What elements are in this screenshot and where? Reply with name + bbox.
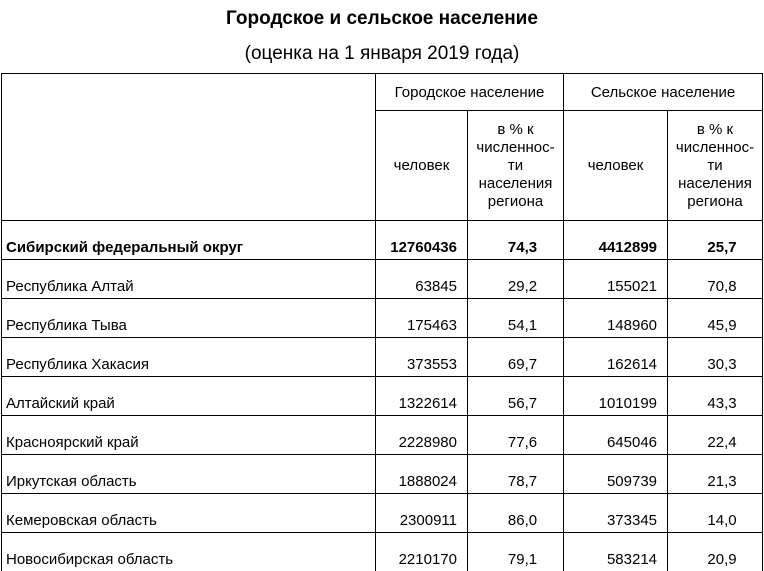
table-row <box>2 494 763 533</box>
rural-percent-cell: 22,4 <box>668 416 763 455</box>
urban-percent-cell: 56,7 <box>468 377 564 416</box>
table-row <box>2 533 763 571</box>
rural-percent-cell: 30,3 <box>668 338 763 377</box>
region-name-cell: Республика Алтай <box>2 260 376 299</box>
header-rural-group: Сельское население <box>564 74 763 111</box>
table-row <box>2 338 763 377</box>
table-row <box>2 416 763 455</box>
urban-percent-cell: 79,1 <box>468 533 564 571</box>
urban-people-cell: 373553 <box>376 338 468 377</box>
region-name-cell: Новосибирская область <box>2 533 376 571</box>
rural-people-cell: 1010199 <box>564 377 668 416</box>
urban-people-cell: 12760436 <box>376 221 468 260</box>
table-row-total <box>2 221 763 260</box>
urban-people-cell: 1322614 <box>376 377 468 416</box>
header-rural-percent: в % к численнос- ти населения региона <box>668 111 763 221</box>
urban-percent-cell: 74,3 <box>468 221 564 260</box>
rural-percent-cell: 45,9 <box>668 299 763 338</box>
table-row <box>2 260 763 299</box>
rural-people-cell: 162614 <box>564 338 668 377</box>
rural-percent-cell: 14,0 <box>668 494 763 533</box>
urban-percent-cell: 69,7 <box>468 338 564 377</box>
rural-people-cell: 373345 <box>564 494 668 533</box>
rural-people-cell: 583214 <box>564 533 668 571</box>
urban-people-cell: 175463 <box>376 299 468 338</box>
urban-percent-cell: 77,6 <box>468 416 564 455</box>
rural-percent-cell: 20,9 <box>668 533 763 571</box>
rural-people-cell: 148960 <box>564 299 668 338</box>
region-name-cell: Иркутская область <box>2 455 376 494</box>
urban-percent-cell: 86,0 <box>468 494 564 533</box>
table-row <box>2 299 763 338</box>
page-subtitle: (оценка на 1 января 2019 года) <box>0 43 764 65</box>
rural-people-cell: 509739 <box>564 455 668 494</box>
urban-percent-cell: 54,1 <box>468 299 564 338</box>
urban-people-cell: 2228980 <box>376 416 468 455</box>
region-name-cell: Алтайский край <box>2 377 376 416</box>
table-body <box>2 221 763 571</box>
urban-percent-cell: 29,2 <box>468 260 564 299</box>
table-header-group-row <box>2 74 763 111</box>
region-name-cell: Республика Хакасия <box>2 338 376 377</box>
urban-people-cell: 2300911 <box>376 494 468 533</box>
page-title: Городское и сельское население <box>0 8 764 30</box>
header-rural-people: человек <box>564 111 668 221</box>
rural-percent-cell: 25,7 <box>668 221 763 260</box>
rural-people-cell: 645046 <box>564 416 668 455</box>
region-name-cell: Сибирский федеральный округ <box>2 221 376 260</box>
table-row <box>2 377 763 416</box>
header-urban-percent: в % к численнос- ти населения региона <box>468 111 564 221</box>
urban-people-cell: 2210170 <box>376 533 468 571</box>
rural-percent-cell: 70,8 <box>668 260 763 299</box>
region-name-cell: Кемеровская область <box>2 494 376 533</box>
rural-percent-cell: 21,3 <box>668 455 763 494</box>
rural-people-cell: 155021 <box>564 260 668 299</box>
urban-percent-cell: 78,7 <box>468 455 564 494</box>
region-name-cell: Красноярский край <box>2 416 376 455</box>
table-header-corner <box>2 74 376 221</box>
urban-people-cell: 63845 <box>376 260 468 299</box>
table-row <box>2 455 763 494</box>
rural-people-cell: 4412899 <box>564 221 668 260</box>
urban-people-cell: 1888024 <box>376 455 468 494</box>
region-name-cell: Республика Тыва <box>2 299 376 338</box>
header-urban-people: человек <box>376 111 468 221</box>
population-table <box>1 73 763 571</box>
rural-percent-cell: 43,3 <box>668 377 763 416</box>
header-urban-group: Городское население <box>376 74 564 111</box>
